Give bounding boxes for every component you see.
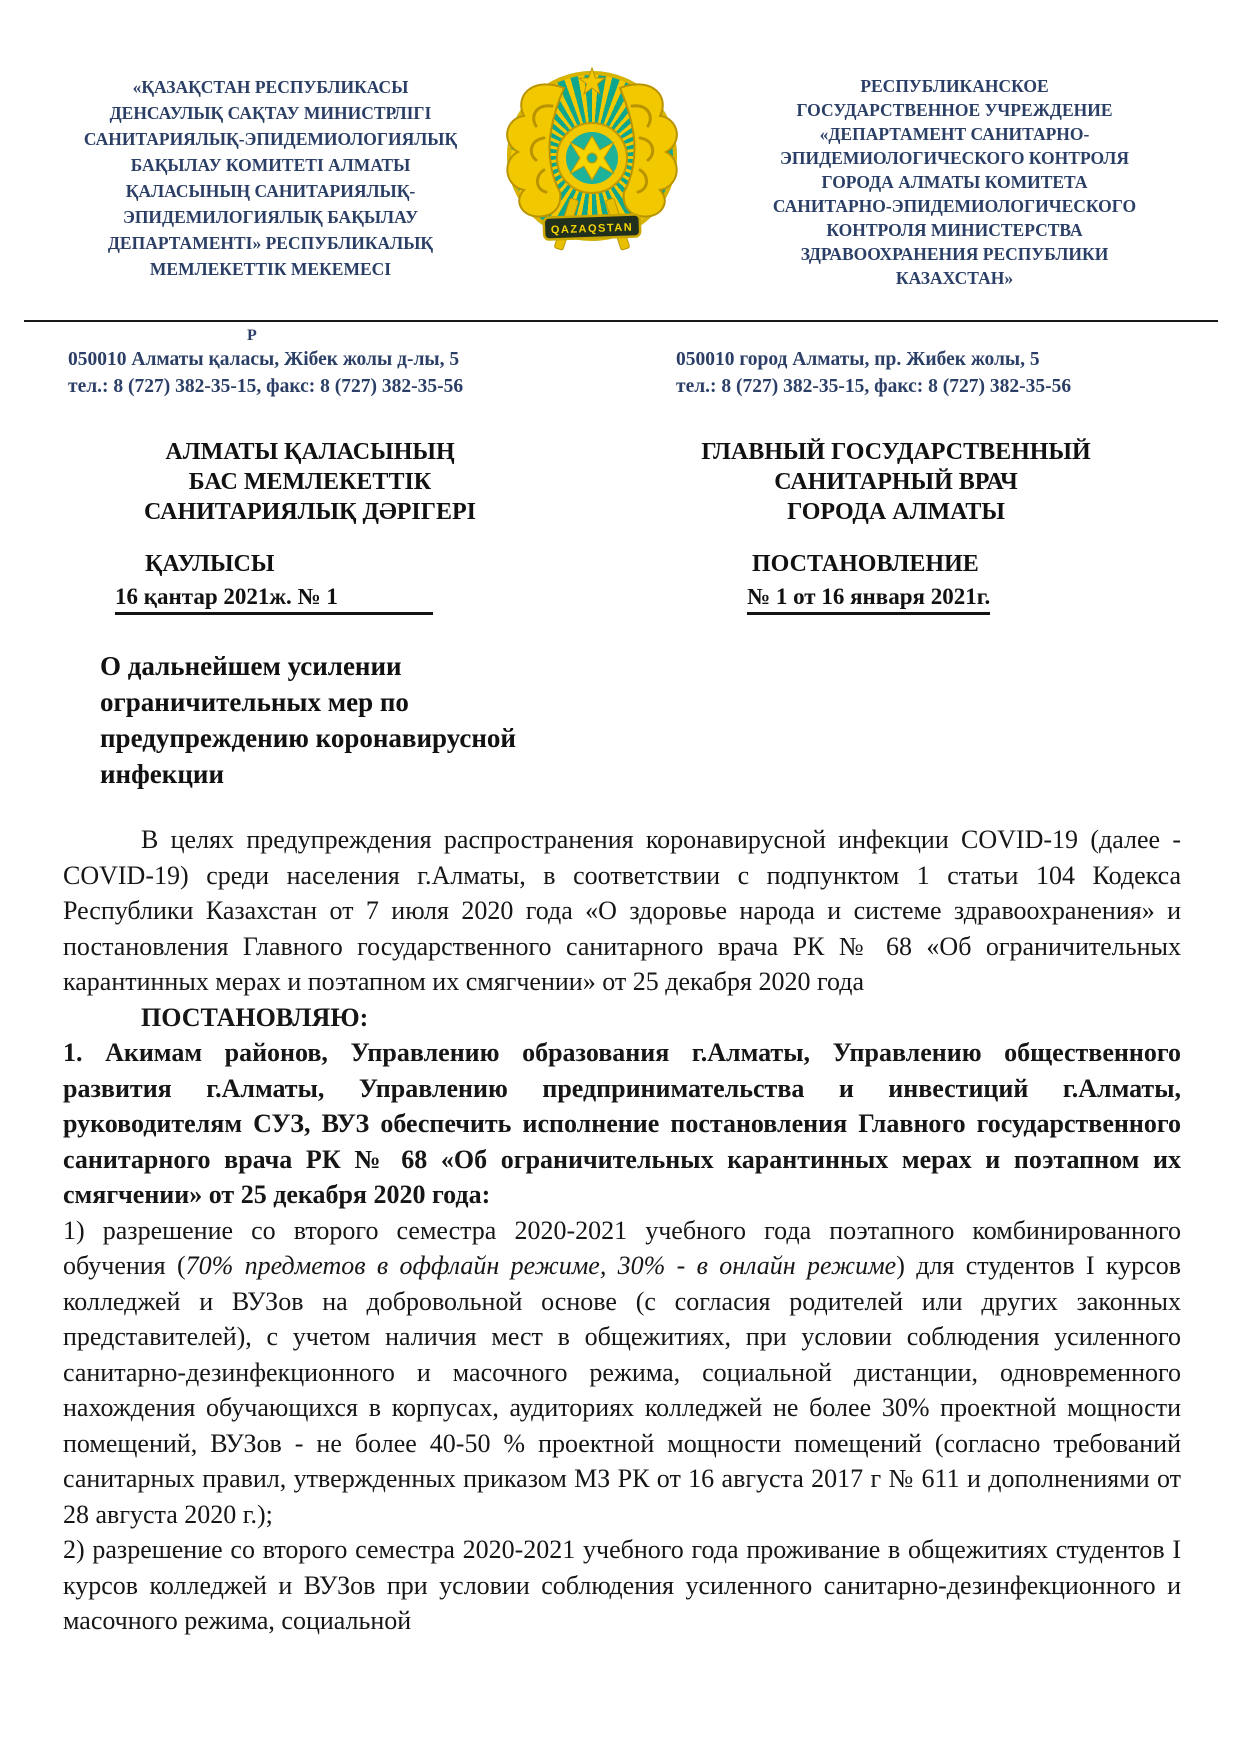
issuer-block-russian <box>652 437 1140 615</box>
issuer-title-line: ГЛАВНЫЙ ГОСУДАРСТВЕННЫЙ <box>701 439 1091 465</box>
emblem-center-medallion <box>557 123 627 193</box>
document-subject <box>100 648 660 792</box>
emblem-banner <box>544 214 641 239</box>
emblem-overlay <box>492 58 692 263</box>
emblem-wing-right <box>620 84 677 216</box>
issuer-title <box>100 437 520 527</box>
document-date-underlined: 16 қантар 2021ж. № 1 <box>115 584 433 615</box>
org-line: САНИТАРНО-ЭПИДЕМИОЛОГИЧЕСКОГО <box>772 196 1137 216</box>
org-line: ЭПИДЕМИОЛОГИЧЕСКОГО КОНТРОЛЯ <box>780 148 1129 168</box>
item-1-paragraph: 1. Акимам районов, Управлению образования г.Алматы, Управлению общественного развития г.Алматы, Управлению предпринимательства и инвестиций г.Алматы, руководителям СУЗ, ВУЗ обеспечить исполнение постановления Главного государственного санитарного врача РК № 68 «Об ограничительных карантинных мерах и поэтапном их смягчении» от 25 декабря 2020 года: <box>63 1038 1181 1209</box>
issuer-title-line: АЛМАТЫ ҚАЛАСЫНЫҢ <box>165 439 455 465</box>
contact-block-kazakh <box>68 346 463 400</box>
org-line: КОНТРОЛЯ МИНИСТЕРСТВА <box>826 220 1083 240</box>
org-line: РЕСПУБЛИКАНСКОЕ <box>860 76 1049 96</box>
org-line: ЗДРАВООХРАНЕНИЯ РЕСПУБЛИКИ <box>800 244 1109 264</box>
subject-line: инфекции <box>100 759 225 789</box>
subject-line: предупреждению коронавирусной <box>100 723 516 753</box>
issuer-block-kazakh <box>100 437 520 615</box>
org-line: ГОСУДАРСТВЕННОЕ УЧРЕЖДЕНИЕ <box>796 100 1113 120</box>
org-line: «ДЕПАРТАМЕНТ САНИТАРНО- <box>819 124 1090 144</box>
stray-mark: Р <box>247 327 257 344</box>
contact-block-russian <box>676 346 1071 400</box>
org-line: «ҚАЗАҚСТАН РЕСПУБЛИКАСЫ <box>132 77 409 97</box>
org-name-kazakh <box>58 74 483 282</box>
kazakhstan-coat-of-arms <box>492 58 692 263</box>
subject-line: О дальнейшем усилении <box>100 651 402 681</box>
address-line: 050010 город Алматы, пр. Жибек жолы, 5 <box>676 349 1040 370</box>
issuer-title-line: БАС МЕМЛЕКЕТТІК <box>188 469 432 495</box>
subitem-1-pre: 1) разрешение со второго семестра 2020-2021 учебного года поэтапного комбинированного обучения ( <box>63 1215 1181 1280</box>
org-line: БАҚЫЛАУ КОМИТЕТІ АЛМАТЫ <box>130 155 411 175</box>
intro-paragraph: В целях предупреждения распространения коронавирусной инфекции COVID-19 (далее - COVID-19) среди населения г.Алматы, в соответствии с подпунктом 1 статьи 104 Кодекса Республики Казахстан от 7 июля 2020 года «О здоровье народа и системе здравоохранения» и постановления Главного государственного санитарного врача РК № 68 «Об ограничительных карантинных мерах и поэтапном их смягчении» от 25 декабря 2020 года <box>63 825 1181 996</box>
emblem-banner-text: QAZAQSTAN <box>550 221 634 237</box>
phone-line: тел.: 8 (727) 382-35-15, факс: 8 (727) 382-35-56 <box>676 376 1072 397</box>
subitem-1-italic: 70% предметов в оффлайн режиме, 30% - в онлайн режиме <box>185 1251 897 1280</box>
org-line: ГОРОДА АЛМАТЫ КОМИТЕТА <box>821 172 1088 192</box>
address-line: 050010 Алматы қаласы, Жібек жолы д-лы, 5 <box>68 349 460 370</box>
org-line: ҚАЛАСЫНЫҢ САНИТАРИЯЛЫҚ- <box>125 181 416 201</box>
org-line: САНИТАРИЯЛЫҚ-ЭПИДЕМИОЛОГИЯЛЫҚ <box>83 129 458 149</box>
document-date-russian <box>747 584 1140 615</box>
subitem-2-paragraph: 2) разрешение со второго семестра 2020-2021 учебного года проживание в общежитиях студентов I курсов колледжей и ВУЗов при условии соблюдения усиленного санитарно-дезинфекционного и масочного режима, социальной <box>63 1535 1181 1635</box>
resolve-word: ПОСТАНОВЛЯЮ: <box>141 1002 369 1032</box>
org-line: ДЕНСАУЛЫҚ САҚТАУ МИНИСТРЛІГІ <box>109 103 432 123</box>
org-line: КАЗАХСТАН» <box>895 268 1014 288</box>
org-line: МЕМЛЕКЕТТІК МЕКЕМЕСІ <box>149 259 392 279</box>
document-type-kazakh: ҚАУЛЫСЫ <box>145 551 275 577</box>
issuer-title-line: САНИТАРИЯЛЫҚ ДӘРІГЕРІ <box>144 499 476 525</box>
org-line: ДЕПАРТАМЕНТІ» РЕСПУБЛИКАЛЫҚ <box>107 233 434 253</box>
subject-line: ограничительных мер по <box>100 687 409 717</box>
issuer-title-line: ГОРОДА АЛМАТЫ <box>787 499 1005 525</box>
document-date-underlined: № 1 от 16 января 2021г. <box>747 584 990 615</box>
org-line: ЭПИДЕМИЛОГИЯЛЫҚ БАҚЫЛАУ <box>122 207 419 227</box>
emblem-star-icon <box>579 68 605 94</box>
emblem-wing-left <box>507 84 564 216</box>
header-divider-line <box>24 320 1218 322</box>
issuer-title <box>652 437 1140 527</box>
phone-line: тел.: 8 (727) 382-35-15, факс: 8 (727) 382-35-56 <box>68 376 464 397</box>
issuer-title-line: САНИТАРНЫЙ ВРАЧ <box>774 469 1018 495</box>
org-name-russian <box>722 74 1187 290</box>
document-date-kazakh <box>115 584 520 615</box>
subitem-1-paragraph <box>63 1213 1181 1533</box>
subitem-1-post: ) для студентов I курсов колледжей и ВУЗов на добровольной основе (с согласия родителей или других законных представителей), с учетом наличия мест в общежитиях, при условии соблюдения усиленного санитарно-дезинфекционного и масочного режима, социальной дистанции, одновременного нахождения обучающихся в корпусах, аудиториях колледжей не более 30% проектной мощности помещений, ВУЗов - не более 40-50 % проектной мощности помещений (согласно требований санитарных правил, утвержденных приказом МЗ РК от 16 августа 2017 г № 611 и дополнениями от 28 августа 2020 г.); <box>63 1251 1182 1529</box>
document-type-russian: ПОСТАНОВЛЕНИЕ <box>752 551 979 577</box>
document-body <box>63 822 1181 1639</box>
